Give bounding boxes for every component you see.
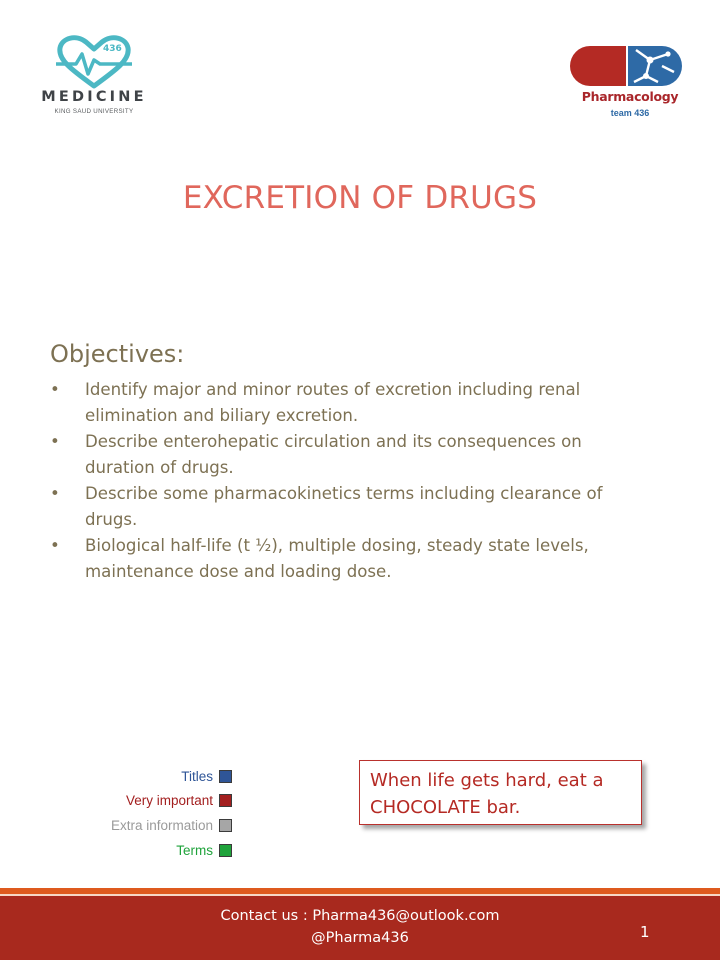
page-number: 1 (640, 923, 650, 941)
pharmacology-team: team 436 (610, 108, 650, 118)
objective-item (50, 481, 650, 533)
logo-number: 436 (103, 44, 122, 54)
contact-email: Contact us : Pharma436@outlook.com (220, 908, 500, 924)
footer-contact (0, 905, 720, 949)
legend-row-titles (0, 764, 232, 789)
objective-item (50, 533, 650, 585)
footer (0, 896, 720, 960)
legend-row-terms (0, 838, 232, 863)
quote-box: When life gets hard, eat a CHOCOLATE bar. (359, 760, 642, 825)
page-title: EXCRETION OF DRUGS (182, 180, 538, 216)
legend-label: Extra information (110, 817, 213, 833)
bullet: • (50, 380, 60, 399)
objective-text: Biological half-life (t ½), multiple dosing, steady state levels, maintenance dose and loading dose. (85, 536, 589, 581)
objective-text: Describe some pharmacokinetics terms including clearance of drugs. (85, 484, 603, 529)
bullet: • (50, 536, 60, 555)
objective-text: Describe enterohepatic circulation and its consequences on duration of drugs. (85, 432, 582, 477)
pharmacology-logo (566, 42, 684, 124)
heart-pulse-icon (54, 34, 134, 92)
legend-label: Very important (125, 793, 213, 809)
legend-swatch (219, 819, 232, 832)
objective-item (50, 429, 650, 481)
legend-row-extra-information (0, 813, 232, 838)
objective-text: Identify major and minor routes of excretion including renal elimination and biliary excretion. (85, 380, 581, 425)
legend-label: Terms (176, 842, 213, 858)
legend-row-very-important (0, 789, 232, 814)
legend-swatch (219, 770, 232, 783)
objective-item (50, 377, 650, 429)
contact-handle: @Pharma436 (311, 930, 409, 946)
logo-wordmark: MEDICINE (41, 89, 147, 105)
color-legend (0, 764, 232, 862)
logo-subtitle: KING SAUD UNIVERSITY (54, 108, 134, 115)
capsule-icon (566, 42, 684, 90)
bullet: • (50, 484, 60, 503)
legend-swatch (219, 844, 232, 857)
pharmacology-wordmark: Pharmacology (581, 89, 679, 104)
bullet: • (50, 432, 60, 451)
legend-label: Titles (181, 768, 213, 784)
legend-swatch (219, 794, 232, 807)
objectives-list (50, 377, 650, 585)
objectives-heading: Objectives: (50, 340, 185, 368)
medicine-logo (24, 30, 164, 120)
